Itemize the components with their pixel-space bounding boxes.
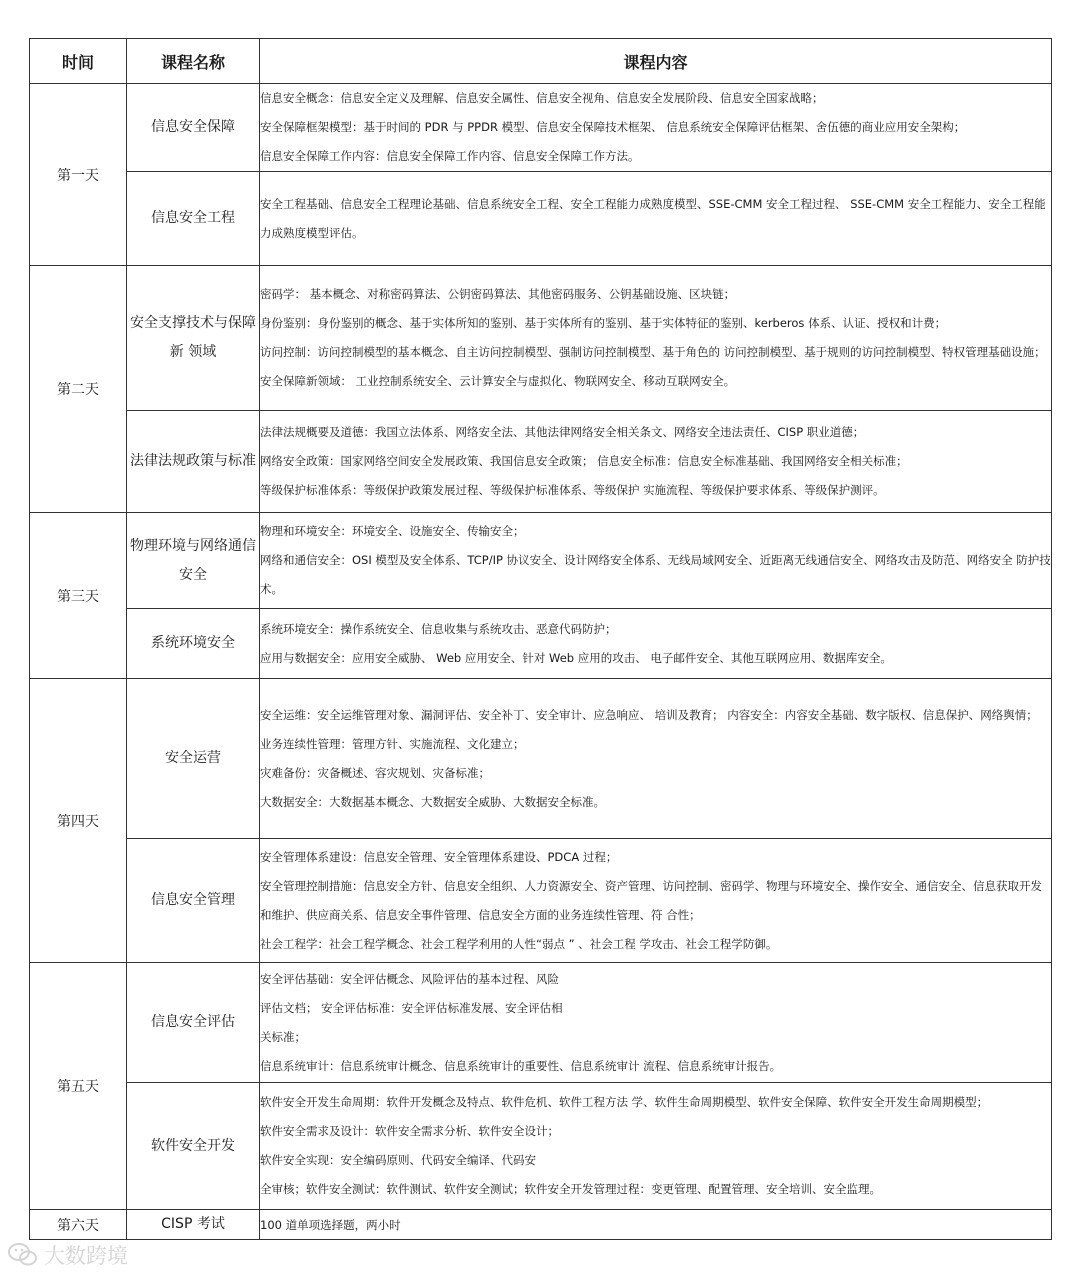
content-line: 物理和环境安全：环境安全、设施安全、传输安全； — [260, 524, 525, 538]
content-line: 安全运维：安全运维管理对象、漏洞评估、安全补丁、安全审计、应急响应、 培训及教育； 内容安全：内容安全基础、数字版权、信息保护、网络舆情； — [260, 707, 1038, 722]
content-line: 应用与数据安全：应用安全威胁、 Web 应用安全、针对 Web 应用的攻击、 电子邮件安全、其他互联网应用、数据库安全。 — [260, 650, 892, 665]
header-course-name: 课程名称 — [127, 39, 260, 84]
wechat-logo-icon — [8, 1242, 38, 1268]
content-line: 社会工程学：社会工程学概念、社会工程学利用的人性“弱点 ” 、社会工程 学攻击、社会工程学防御。 — [260, 936, 778, 951]
content-line: 身份鉴别：身份鉴别的概念、基于实体所知的鉴别、基于实体所有的鉴别、基于实体特征的鉴别、kerberos 体系、认证、授权和计费； — [260, 316, 947, 330]
course-name: CISP 考试 — [127, 1210, 260, 1240]
content-line: 安全评估基础：安全评估概念、风险评估的基本过程、风险 — [260, 971, 559, 986]
table-row — [30, 1083, 1052, 1210]
course-name: 信息安全管理 — [127, 839, 260, 963]
content-line: 软件安全开发生命周期：软件开发概念及特点、软件危机、软件工程方法 学、软件生命周期模型、软件安全保障、软件安全开发生命周期模型； — [260, 1095, 989, 1109]
content-line: 安全保障框架模型：基于时间的 PDR 与 PPDR 模型、信息安全保障技术框架、 信息系统安全保障评估框架、舍伍德的商业应用安全架构； — [260, 120, 966, 134]
content-line: 全审核；软件安全测试：软件测试、软件安全测试；软件安全开发管理过程：变更管理、配置管理、安全培训、安全监理。 — [260, 1182, 881, 1196]
table-row — [30, 84, 1052, 172]
table-row — [30, 513, 1052, 609]
course-content — [260, 839, 1052, 963]
content-line: 软件安全实现：安全编码原则、代码安全编译、代码安 — [260, 1153, 536, 1167]
content-line: 信息安全保障工作内容：信息安全保障工作内容、信息安全保障工作方法。 — [260, 149, 640, 163]
course-content — [260, 1210, 1052, 1240]
header-course-content: 课程内容 — [260, 39, 1052, 84]
course-name: 信息安全评估 — [127, 963, 260, 1083]
content-line: 业务连续性管理：管理方针、实施流程、文化建立； — [260, 736, 525, 751]
course-name: 安全支撑技术与保障新 领域 — [127, 266, 260, 411]
course-content — [260, 411, 1052, 513]
content-line: 关标准； — [260, 1029, 306, 1044]
content-line: 安全管理体系建设：信息安全管理、安全管理体系建设、PDCA 过程； — [260, 849, 618, 864]
content-line: 网络和通信安全：OSI 模型及安全体系、TCP/IP 协议安全、设计网络安全体系、无线局域网安全、近距离无线通信安全、网络攻击及防范、网络安全 防护技术。 — [260, 553, 1051, 596]
table-row — [30, 609, 1052, 679]
course-content — [260, 172, 1052, 266]
header-row — [30, 39, 1052, 84]
table-row — [30, 839, 1052, 963]
table-row — [30, 411, 1052, 513]
day-label: 第六天 — [30, 1210, 127, 1240]
content-line: 法律法规概要及道德：我国立法体系、网络安全法、其他法律网络安全相关条文、网络安全违法责任、CISP 职业道德； — [260, 425, 865, 439]
course-content — [260, 963, 1052, 1083]
content-line: 系统环境安全：操作系统安全、信息收集与系统攻击、恶意代码防护； — [260, 621, 617, 636]
course-name: 法律法规政策与标准 — [127, 411, 260, 513]
course-content — [260, 1083, 1052, 1210]
table-row — [30, 679, 1052, 839]
watermark — [8, 1240, 128, 1270]
content-line: 大数据安全：大数据基本概念、大数据安全威胁、大数据安全标准。 — [260, 794, 605, 809]
content-line: 100 道单项选择题，两小时 — [260, 1217, 401, 1232]
course-name: 物理环境与网络通信安全 — [127, 513, 260, 609]
table-row — [30, 266, 1052, 411]
watermark-text: 大数跨境 — [44, 1244, 128, 1268]
content-line: 信息系统审计：信息系统审计概念、信息系统审计的重要性、信息系统审计 流程、信息系统审计报告。 — [260, 1058, 782, 1073]
content-line: 灾难备份：灾备概述、容灾规划、灾备标准； — [260, 765, 490, 780]
course-content — [260, 609, 1052, 679]
course-name: 安全运营 — [127, 679, 260, 839]
content-line: 安全管理控制措施：信息安全方针、信息安全组织、人力资源安全、资产管理、访问控制、密码学、物理与环境安全、操作安全、通信安全、信息获取开发 和维护、供应商关系、信息安全事件管理、信息安全方面的业务连续性管理、符 合性； — [260, 878, 1042, 922]
course-content — [260, 84, 1052, 172]
content-line: 网络安全政策：国家网络空间安全发展政策、我国信息安全政策； 信息安全标准：信息安全标准基础、我国网络安全相关标准； — [260, 454, 908, 468]
content-line: 安全保障新领域： 工业控制系统安全、云计算安全与虚拟化、物联网安全、移动互联网安全。 — [260, 374, 736, 388]
course-name: 信息安全工程 — [127, 172, 260, 266]
content-line: 访问控制：访问控制模型的基本概念、自主访问控制模型、强制访问控制模型、基于角色的 访问控制模型、基于规则的访问控制模型、特权管理基础设施； — [260, 345, 1046, 359]
content-line: 软件安全需求及设计：软件安全需求分析、软件安全设计； — [260, 1124, 559, 1138]
table-row — [30, 963, 1052, 1083]
course-name: 系统环境安全 — [127, 609, 260, 679]
table-row — [30, 1210, 1052, 1240]
course-schedule-table — [29, 38, 1052, 1240]
content-line: 等级保护标准体系：等级保护政策发展过程、等级保护标准体系、等级保护 实施流程、等级保护要求体系、等级保护测评。 — [260, 483, 885, 497]
day-label: 第五天 — [30, 963, 127, 1210]
course-name: 信息安全保障 — [127, 84, 260, 172]
table-row — [30, 172, 1052, 266]
header-time: 时间 — [30, 39, 127, 84]
course-content — [260, 679, 1052, 839]
day-label: 第二天 — [30, 266, 127, 513]
day-label: 第四天 — [30, 679, 127, 963]
day-label: 第一天 — [30, 84, 127, 266]
content-line: 安全工程基础、信息安全工程理论基础、信息系统安全工程、安全工程能力成熟度模型、SSE-CMM 安全工程过程、 SSE-CMM 安全工程能力、安全工程能力成熟度模型评估。 — [260, 196, 1046, 240]
content-line: 密码学： 基本概念、对称密码算法、公钥密码算法、其他密码服务、公钥基础设施、区块链； — [260, 287, 736, 301]
course-content — [260, 513, 1052, 609]
course-content — [260, 266, 1052, 411]
day-label: 第三天 — [30, 513, 127, 679]
content-line: 信息安全概念：信息安全定义及理解、信息安全属性、信息安全视角、信息安全发展阶段、信息安全国家战略； — [260, 91, 824, 105]
content-line: 评估文档； 安全评估标准：安全评估标准发展、安全评估相 — [260, 1000, 563, 1015]
course-name: 软件安全开发 — [127, 1083, 260, 1210]
